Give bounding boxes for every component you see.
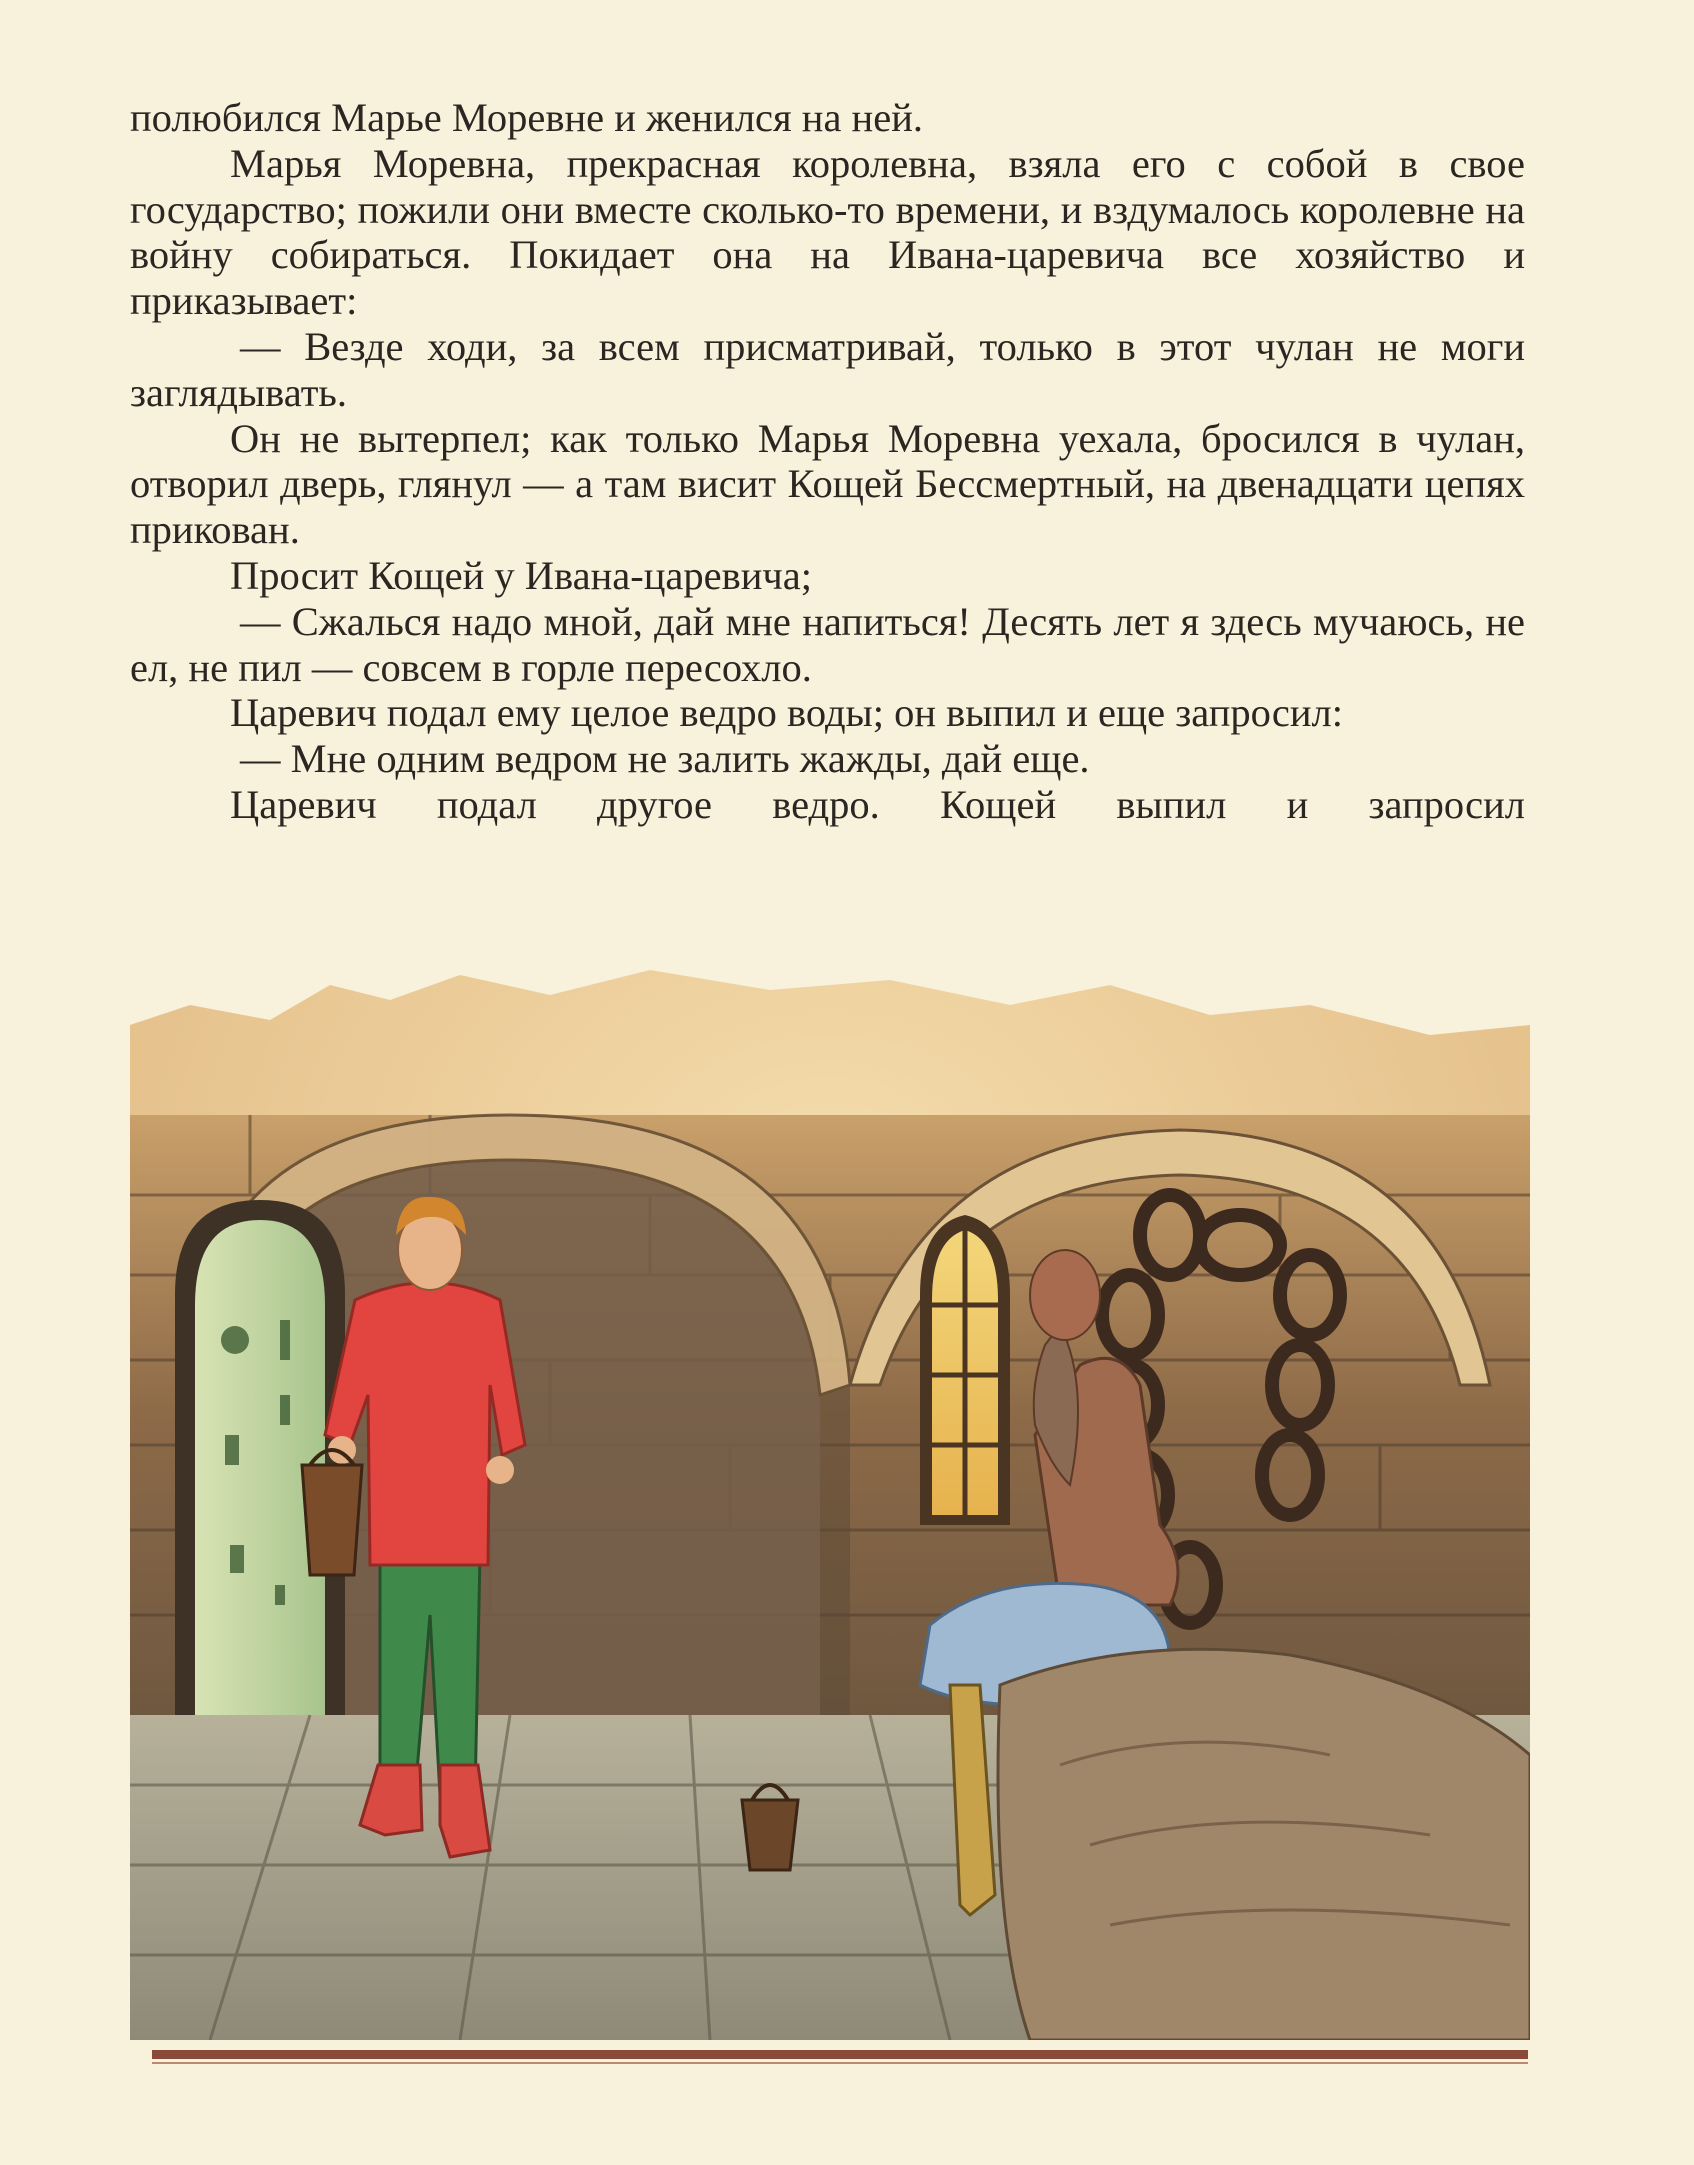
paragraph-9: Царевич подал другое ведро. Кощей выпил и запросил (230, 781, 1525, 827)
paragraph-6: — Сжалься надо мной, дай мне напиться! Десять лет я здесь мучаюсь, не ел, не пил — совсем в горле пересохло. (130, 598, 1525, 690)
paragraph-5: Просит Кощей у Ивана-царевича; (230, 552, 813, 598)
bottom-rule-thin (152, 2062, 1528, 2064)
paragraph-4: Он не вытерпел; как только Марья Моревна уехала, бросился в чулан, отворил дверь, глянул — а там висит Кощей Бессмертный, на двенадцати цепях прикован. (130, 415, 1525, 553)
story-text (130, 95, 1525, 828)
paragraph-2: Марья Моревна, прекрасная королевна, взяла его с собой в свое государство; пожили они вместе сколько-то времени, и вздумалось королевне на войну собираться. Покидает она на Ивана-царевича все хозяйство и приказывает: (130, 140, 1525, 324)
bottom-rule (152, 2050, 1528, 2059)
paragraph-3: — Везде ходи, за всем присматривай, только в этот чулан не моги заглядывать. (130, 323, 1525, 415)
dungeon-illustration (130, 965, 1530, 2040)
paragraph-8: — Мне одним ведром не залить жажды, дай еще. (240, 736, 1090, 782)
paragraph-7: Царевич подал ему целое ведро воды; он выпил и еще запросил: (230, 690, 1343, 736)
paragraph-1: полюбился Марье Моревне и женился на ней. (130, 95, 923, 140)
